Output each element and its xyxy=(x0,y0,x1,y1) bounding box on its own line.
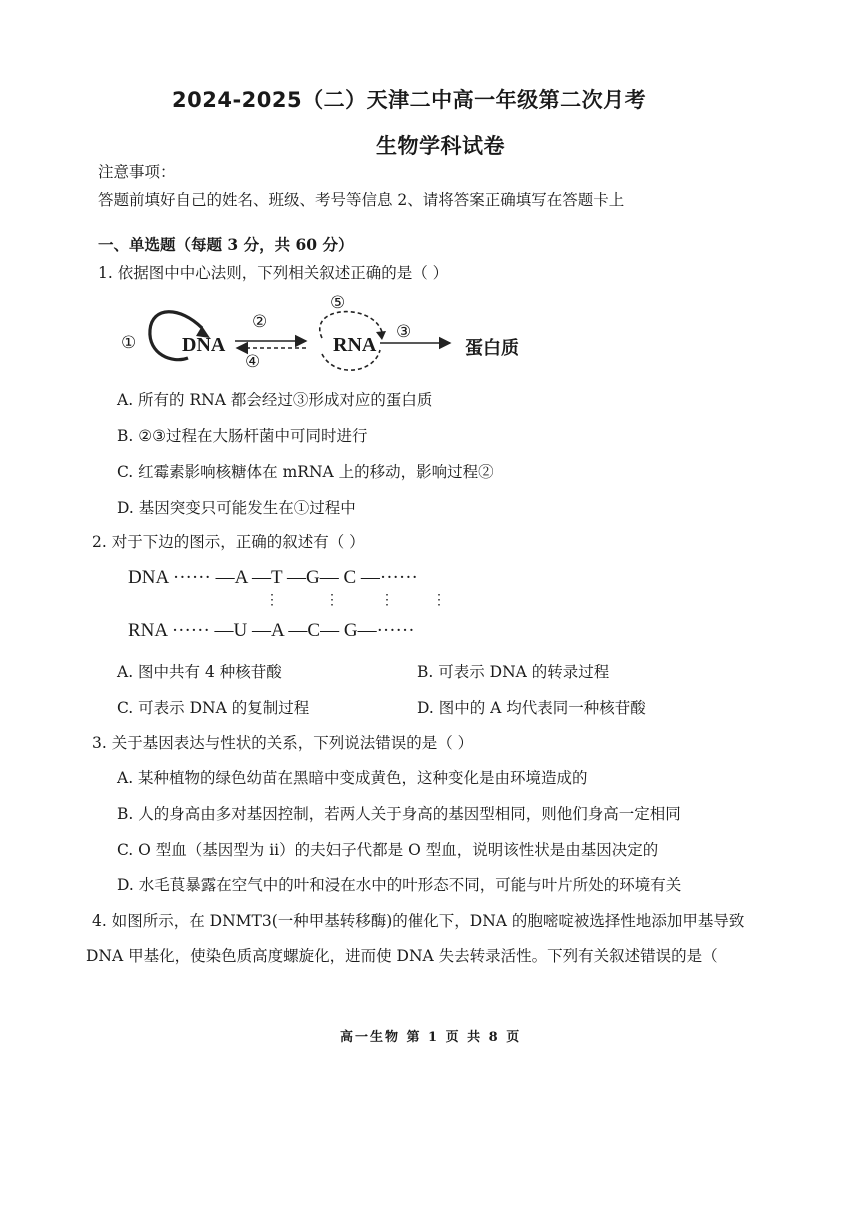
diagram-label-5: ⑤ xyxy=(330,293,346,313)
diagram-label-3: ③ xyxy=(396,322,412,342)
q1-option-d: D. 基因突变只可能发生在①过程中 xyxy=(117,499,356,517)
exam-subject: 生物学科试卷 xyxy=(376,134,505,158)
diagram-label-2: ② xyxy=(252,312,268,332)
q3-option-c: C. O 型血（基因型为 ii）的夫妇子代都是 O 型血，说明该性状是由基因决定的 xyxy=(117,841,659,859)
q2-option-b: B. 可表示 DNA 的转录过程 xyxy=(417,663,610,681)
q2-dna-strand: DNA ······ —A —T —G— C —······ xyxy=(128,567,418,588)
q1-stem: 1. 依据图中中心法则，下列相关叙述正确的是（ ） xyxy=(98,264,449,282)
diagram-label-rna: RNA xyxy=(333,334,377,356)
diagram-label-protein: 蛋白质 xyxy=(465,338,519,359)
diagram-label-1: ① xyxy=(121,333,137,353)
central-dogma-diagram xyxy=(112,292,542,372)
q2-option-a: A. 图中共有 4 种核苷酸 xyxy=(117,663,282,681)
page-footer: 高一生物 第 1 页 共 8 页 xyxy=(340,1030,522,1045)
section-heading: 一、单选题（每题 3 分，共 60 分） xyxy=(98,235,354,254)
q1-option-b: B. ②③过程在大肠杆菌中可同时进行 xyxy=(117,427,368,445)
q1-option-c: C. 红霉素影响核糖体在 mRNA 上的移动，影响过程② xyxy=(117,463,494,481)
diagram-label-4: ④ xyxy=(245,352,261,372)
q3-option-b: B. 人的身高由多对基因控制，若两人关于身高的基因型相同，则他们身高一定相同 xyxy=(117,805,681,823)
q4-stem-line1: 4. 如图所示，在 DNMT3(一种甲基转移酶)的催化下，DNA 的胞嘧啶被选择性地添加甲基导致 xyxy=(92,912,745,930)
exam-title: 2024-2025（二）天津二中高一年级第二次月考 xyxy=(172,88,647,112)
q2-option-c: C. 可表示 DNA 的复制过程 xyxy=(117,699,310,717)
q2-option-d: D. 图中的 A 均代表同一种核苷酸 xyxy=(417,699,646,717)
q3-option-a: A. 某种植物的绿色幼苗在黑暗中变成黄色，这种变化是由环境造成的 xyxy=(117,769,588,787)
notice-label: 注意事项： xyxy=(98,163,176,181)
q3-option-d: D. 水毛茛暴露在空气中的叶和浸在水中的叶形态不同，可能与叶片所处的环境有关 xyxy=(117,876,682,894)
q2-stem: 2. 对于下边的图示，正确的叙述有（ ） xyxy=(92,533,365,551)
q4-stem-line2: DNA 甲基化，使染色质高度螺旋化，进而使 DNA 失去转录活性。下列有关叙述错误的是（ xyxy=(86,947,718,965)
q2-pairing-dots: ⋮ ⋮ ⋮ ⋮ xyxy=(265,592,446,608)
q1-option-a: A. 所有的 RNA 都会经过③形成对应的蛋白质 xyxy=(117,391,433,409)
q3-stem: 3. 关于基因表达与性状的关系，下列说法错误的是（ ） xyxy=(92,734,474,752)
notice-text: 答题前填好自己的姓名、班级、考号等信息 2、请将答案正确填写在答题卡上 xyxy=(98,191,625,209)
diagram-label-dna: DNA xyxy=(182,334,226,356)
q2-rna-strand: RNA ······ —U —A —C— G—······ xyxy=(128,620,415,641)
